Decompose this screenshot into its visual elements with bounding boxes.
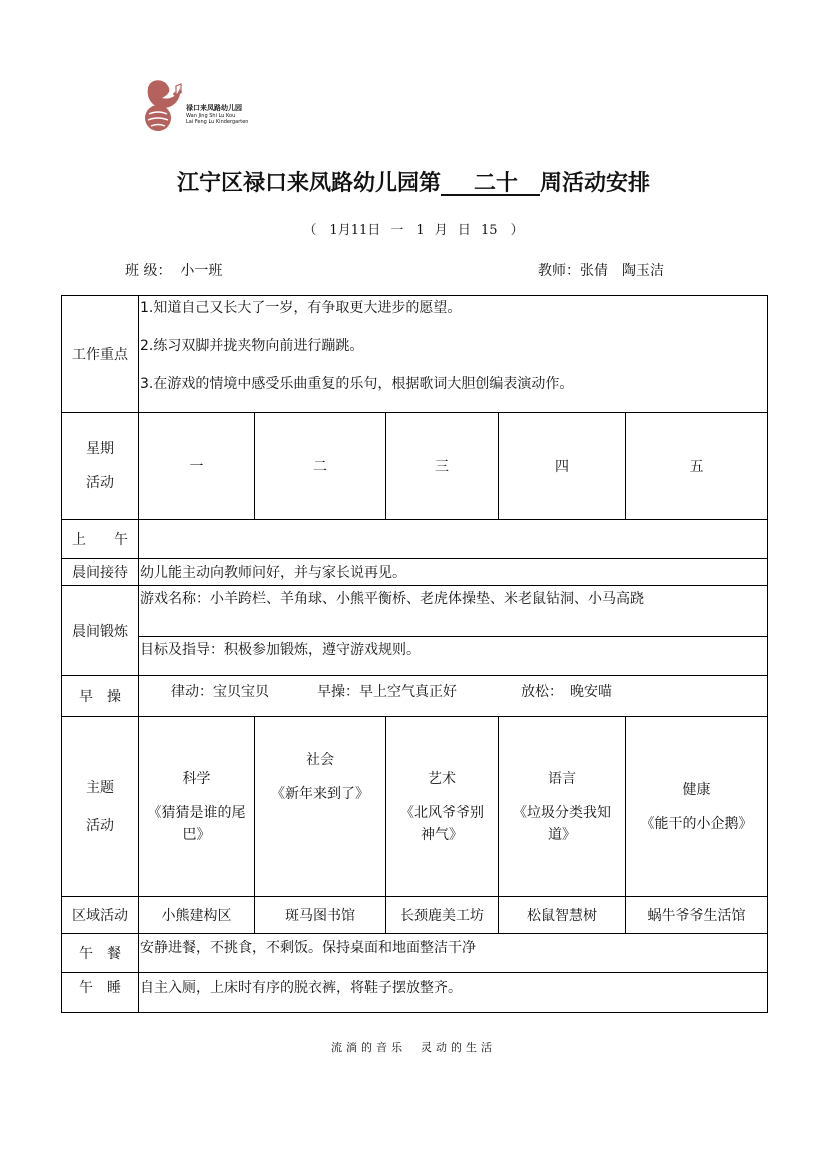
theme-row [62, 717, 768, 897]
relax-text: 放松： 晚安喵 [521, 684, 612, 700]
theme-subject: 社会 [306, 752, 334, 768]
theme-activity: 《猜猜是谁的尾巴》 [147, 804, 246, 843]
day-thursday: 四 [499, 413, 626, 520]
area-item: 蜗牛爷爷生活馆 [626, 897, 768, 934]
theme-activity: 《垃圾分类我知道》 [513, 804, 611, 843]
reception-text: 幼儿能主动向教师问好，并与家长说再见。 [139, 559, 768, 586]
weekly-plan-table [61, 295, 768, 1013]
theme-activity: 《北风爷爷别神气》 [400, 804, 484, 843]
theme-cell-language [499, 717, 626, 897]
theme-cell-art [386, 717, 499, 897]
theme-subject: 健康 [682, 781, 711, 798]
theme-label [62, 717, 139, 897]
work-focus-content [139, 296, 768, 413]
day-tuesday: 二 [255, 413, 386, 520]
logo-english: Lai Feng Lu Kindergarten [186, 119, 249, 125]
weekday-header-row [62, 413, 768, 520]
work-focus-item: 3.在游戏的情境中感受乐曲重复的乐句，根据歌词大胆创编表演动作。 [140, 376, 574, 392]
area-item: 小熊建构区 [139, 897, 255, 934]
theme-cell-science [139, 717, 255, 897]
exercise-text: 早操：早上空气真正好 [317, 684, 457, 700]
theme-activity: 《新年来到了》 [271, 786, 369, 802]
nap-label: 午 睡 [62, 973, 139, 1013]
theme-subject: 科学 [182, 770, 211, 787]
rhythm-text: 律动：宝贝宝贝 [171, 684, 269, 700]
logo-name-cn: 禄口来凤路幼儿园 [186, 104, 242, 112]
theme-cell-society [255, 717, 386, 897]
theme-subject: 艺术 [428, 770, 456, 787]
nap-text: 自主入厕，上床时有序的脱衣裤，将鞋子摆放整齐。 [139, 973, 768, 1013]
morning-exercise-content [139, 676, 768, 717]
work-focus-item: 2.练习双脚并拢夹物向前进行蹦跳。 [140, 338, 364, 354]
class-label: 班 级： [125, 263, 172, 279]
activity-label: 活动 [86, 475, 114, 491]
logo-pinyin: Wan Jing Shi Lu Kou [186, 113, 236, 119]
work-focus-label: 工作重点 [62, 296, 139, 413]
exercise-games: 游戏名称：小羊跨栏、羊角球、小熊平衡桥、老虎体操垫、米老鼠钻洞、小马高跷 [139, 586, 768, 637]
morning-row [62, 520, 768, 559]
day-monday: 一 [139, 413, 255, 520]
exercise-goal: 目标及指导：积极参加锻炼，遵守游戏规则。 [139, 637, 768, 676]
reception-label: 晨间接待 [62, 559, 139, 586]
exercise-label: 晨间锻炼 [62, 586, 139, 676]
work-focus-item: 1.知道自己又长大了一岁，有争取更大进步的愿望。 [140, 300, 462, 316]
date-range: （ 1月11日 一 1 月 日 15 ） [303, 223, 524, 238]
footer-slogan: 流淌的音乐 灵动的生活 [331, 1041, 496, 1054]
area-label: 区域活动 [62, 897, 139, 934]
logo-name-en [186, 113, 248, 125]
theme-cell-health [626, 717, 768, 897]
class-value: 小一班 [180, 263, 223, 279]
class-info [125, 260, 222, 280]
weekday-label: 星期 [86, 441, 114, 457]
lunch-row [62, 934, 768, 973]
theme-label-line2: 活动 [86, 817, 114, 834]
teacher-label: 教师： [538, 263, 580, 279]
nap-row [62, 973, 768, 1013]
title-prefix: 江宁区禄口来凤路幼儿园第 [176, 170, 441, 196]
area-row [62, 897, 768, 934]
area-item: 斑马图书馆 [255, 897, 386, 934]
weekday-activity-label [62, 413, 139, 520]
morning-label: 上 午 [62, 520, 139, 559]
title-suffix: 周活动安排 [540, 170, 651, 196]
lunch-label: 午 餐 [62, 934, 139, 973]
area-item: 长颈鹿美工坊 [386, 897, 499, 934]
morning-content [139, 520, 768, 559]
reception-row [62, 559, 768, 586]
day-wednesday: 三 [386, 413, 499, 520]
lunch-text: 安静进餐，不挑食，不剩饭。保持桌面和地面整洁干净 [139, 934, 768, 973]
day-friday: 五 [626, 413, 768, 520]
morning-exercise-label: 早 操 [62, 676, 139, 717]
teacher-info [538, 260, 664, 280]
theme-subject: 语言 [548, 770, 576, 787]
exercise-games-row [62, 586, 768, 637]
title-week-number: 二十 [473, 170, 518, 196]
theme-label-line1: 主题 [86, 779, 114, 796]
exercise-goal-row [62, 637, 768, 676]
teacher-value: 张倩 陶玉洁 [580, 263, 664, 279]
area-item: 松鼠智慧树 [499, 897, 626, 934]
page-title [0, 166, 827, 197]
theme-activity: 《能干的小企鹅》 [640, 815, 753, 832]
work-focus-row [62, 296, 768, 413]
title-week [441, 170, 540, 196]
morning-exercise-row [62, 676, 768, 717]
